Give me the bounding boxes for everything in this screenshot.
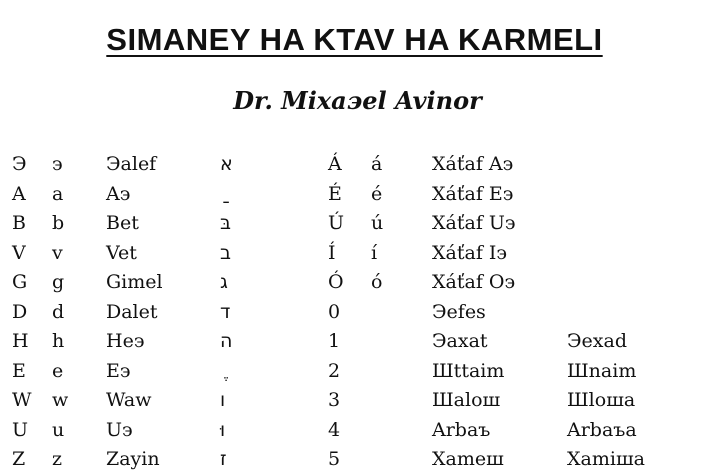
second-lowercase: í [371, 241, 378, 264]
letter-name: Aэ [106, 182, 131, 205]
author-name: Dr. Mixaэel Avinor [233, 86, 482, 115]
latin-uppercase: Z [12, 448, 26, 470]
numeral: 5 [328, 448, 341, 470]
letter-name: Bet [106, 212, 139, 234]
second-name: Xáťaf Iэ [432, 241, 508, 264]
letter-name: Gimel [106, 271, 163, 293]
second-lowercase: á [371, 153, 383, 175]
numeral-name-masculine: Arbaъa [567, 418, 637, 441]
second-uppercase: Í [328, 241, 336, 264]
second-uppercase: É [328, 182, 342, 205]
latin-lowercase: a [52, 182, 64, 205]
hebrew-glyph: א [220, 153, 233, 175]
hebrew-glyph: וּ [220, 418, 226, 441]
latin-lowercase: z [52, 448, 63, 470]
second-name: Xáťaf Oэ [432, 271, 516, 293]
second-uppercase: Á [328, 153, 342, 175]
second-name: Xáťaf Eэ [432, 182, 514, 205]
latin-lowercase: b [52, 212, 65, 234]
latin-lowercase: w [52, 389, 69, 411]
numeral: 3 [328, 389, 341, 411]
hebrew-glyph: ז [220, 448, 227, 470]
numeral-name-masculine: Шloшa [567, 389, 636, 411]
latin-uppercase: H [12, 330, 29, 352]
table-row [0, 150, 709, 180]
latin-uppercase: G [12, 271, 28, 293]
table-row [0, 357, 709, 387]
latin-uppercase: A [12, 182, 26, 205]
document-title: SIMANEY HA KTAV HA KARMELI [106, 22, 603, 57]
second-uppercase: Ó [328, 271, 344, 293]
table-row [0, 298, 709, 328]
latin-lowercase: h [52, 330, 65, 352]
latin-uppercase: W [12, 389, 32, 411]
letter-name: Dalet [106, 300, 158, 323]
latin-lowercase: d [52, 300, 65, 323]
letter-name: Vet [106, 241, 137, 264]
hebrew-glyph: ו [220, 389, 226, 411]
table-row [0, 386, 709, 416]
numeral-name-masculine: Xamiшa [567, 448, 645, 470]
numeral: 0 [328, 300, 341, 323]
numeral-name-feminine: Xameш [432, 448, 504, 470]
numeral-name-feminine: Arbaъ [432, 418, 491, 441]
letter-name: Zayin [106, 448, 160, 470]
latin-lowercase: g [52, 271, 65, 293]
numeral: 2 [328, 359, 341, 382]
latin-lowercase: u [52, 418, 65, 441]
second-uppercase: Ú [328, 212, 345, 234]
table-row [0, 327, 709, 357]
letter-name: Uэ [106, 418, 133, 441]
numeral: 4 [328, 418, 341, 441]
numeral-name-masculine: Шnaim [567, 359, 637, 382]
numeral-name-feminine: Эefes [432, 300, 486, 323]
latin-uppercase: U [12, 418, 29, 441]
latin-uppercase: D [12, 300, 28, 323]
letter-name: Waw [106, 389, 152, 411]
latin-uppercase: B [12, 212, 26, 234]
alphabet-table [0, 150, 709, 475]
table-row [0, 209, 709, 239]
numeral-name-feminine: Шalош [432, 389, 501, 411]
hebrew-glyph: בּ [220, 212, 231, 234]
latin-lowercase: э [52, 153, 63, 175]
second-lowercase: ó [371, 271, 383, 293]
hebrew-glyph: ג [220, 271, 228, 293]
latin-uppercase: V [12, 241, 26, 264]
second-lowercase: é [371, 182, 383, 205]
table-row [0, 416, 709, 446]
numeral-name-feminine: Эaxat [432, 330, 488, 352]
letter-name: Heэ [106, 330, 145, 352]
latin-lowercase: v [52, 241, 63, 264]
hebrew-glyph: ד [220, 300, 231, 323]
second-name: Xáťaf Aэ [432, 153, 514, 175]
latin-uppercase: E [12, 359, 26, 382]
latin-lowercase: e [52, 359, 64, 382]
numeral-name-masculine: Эexad [567, 330, 627, 352]
second-lowercase: ú [371, 212, 384, 234]
latin-uppercase: Э [12, 153, 27, 175]
table-row [0, 180, 709, 210]
table-row [0, 239, 709, 269]
table-row [0, 268, 709, 298]
letter-name: Эalef [106, 153, 157, 175]
second-name: Xáťaf Uэ [432, 212, 516, 234]
hebrew-glyph: ב [220, 241, 231, 264]
numeral-name-feminine: Шttaim [432, 359, 505, 382]
letter-name: Eэ [106, 359, 131, 382]
numeral: 1 [328, 330, 341, 352]
table-row [0, 445, 709, 475]
hebrew-glyph: ה [220, 330, 233, 352]
